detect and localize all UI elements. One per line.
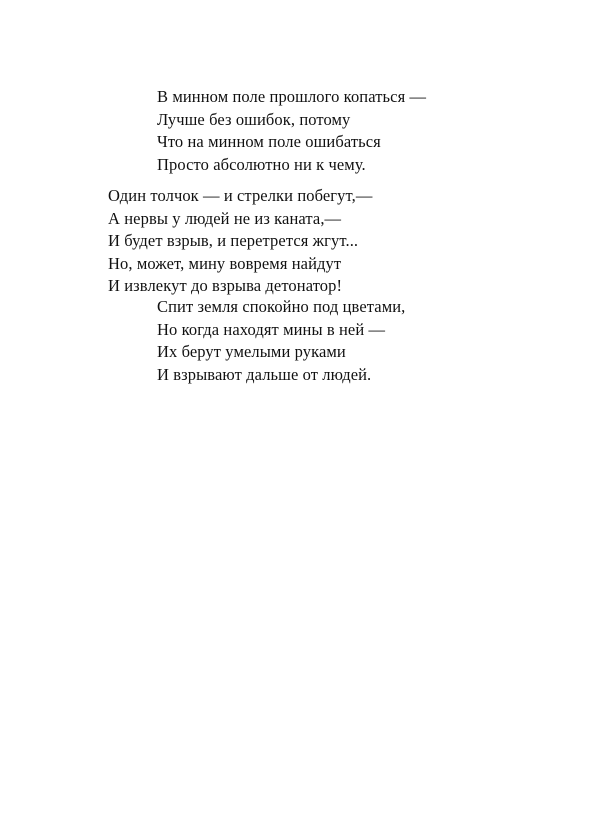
poem-line: А нервы у людей не из каната,— [108, 208, 342, 228]
poem-line: Один толчок — и стрелки побегут,— [108, 186, 373, 205]
poem-line: И будет взрыв, и перетрется жгут... [108, 231, 359, 251]
poem-line: В минном поле прошлого копаться — [157, 87, 427, 106]
poem-line: Но, может, мину вовремя найдут [108, 253, 342, 273]
poem-stanza-3 [157, 296, 405, 386]
poem-line: Просто абсолютно ни к чему. [157, 154, 366, 174]
poem-stanza-1 [157, 86, 426, 176]
poem-line: Что на минном поле ошибаться [157, 132, 381, 152]
poem-line: Но когда находят мины в ней — [157, 319, 386, 339]
poem-line: Лучше без ошибок, потому [157, 109, 351, 129]
poem-line: Их берут умелыми руками [157, 342, 346, 362]
poem-stanza-2 [108, 185, 372, 298]
poem-line: И извлекут до взрыва детонатор! [108, 276, 343, 296]
poem-line: Спит земля спокойно под цветами, [157, 297, 406, 316]
poem-line: И взрывают дальше от людей. [157, 364, 372, 384]
